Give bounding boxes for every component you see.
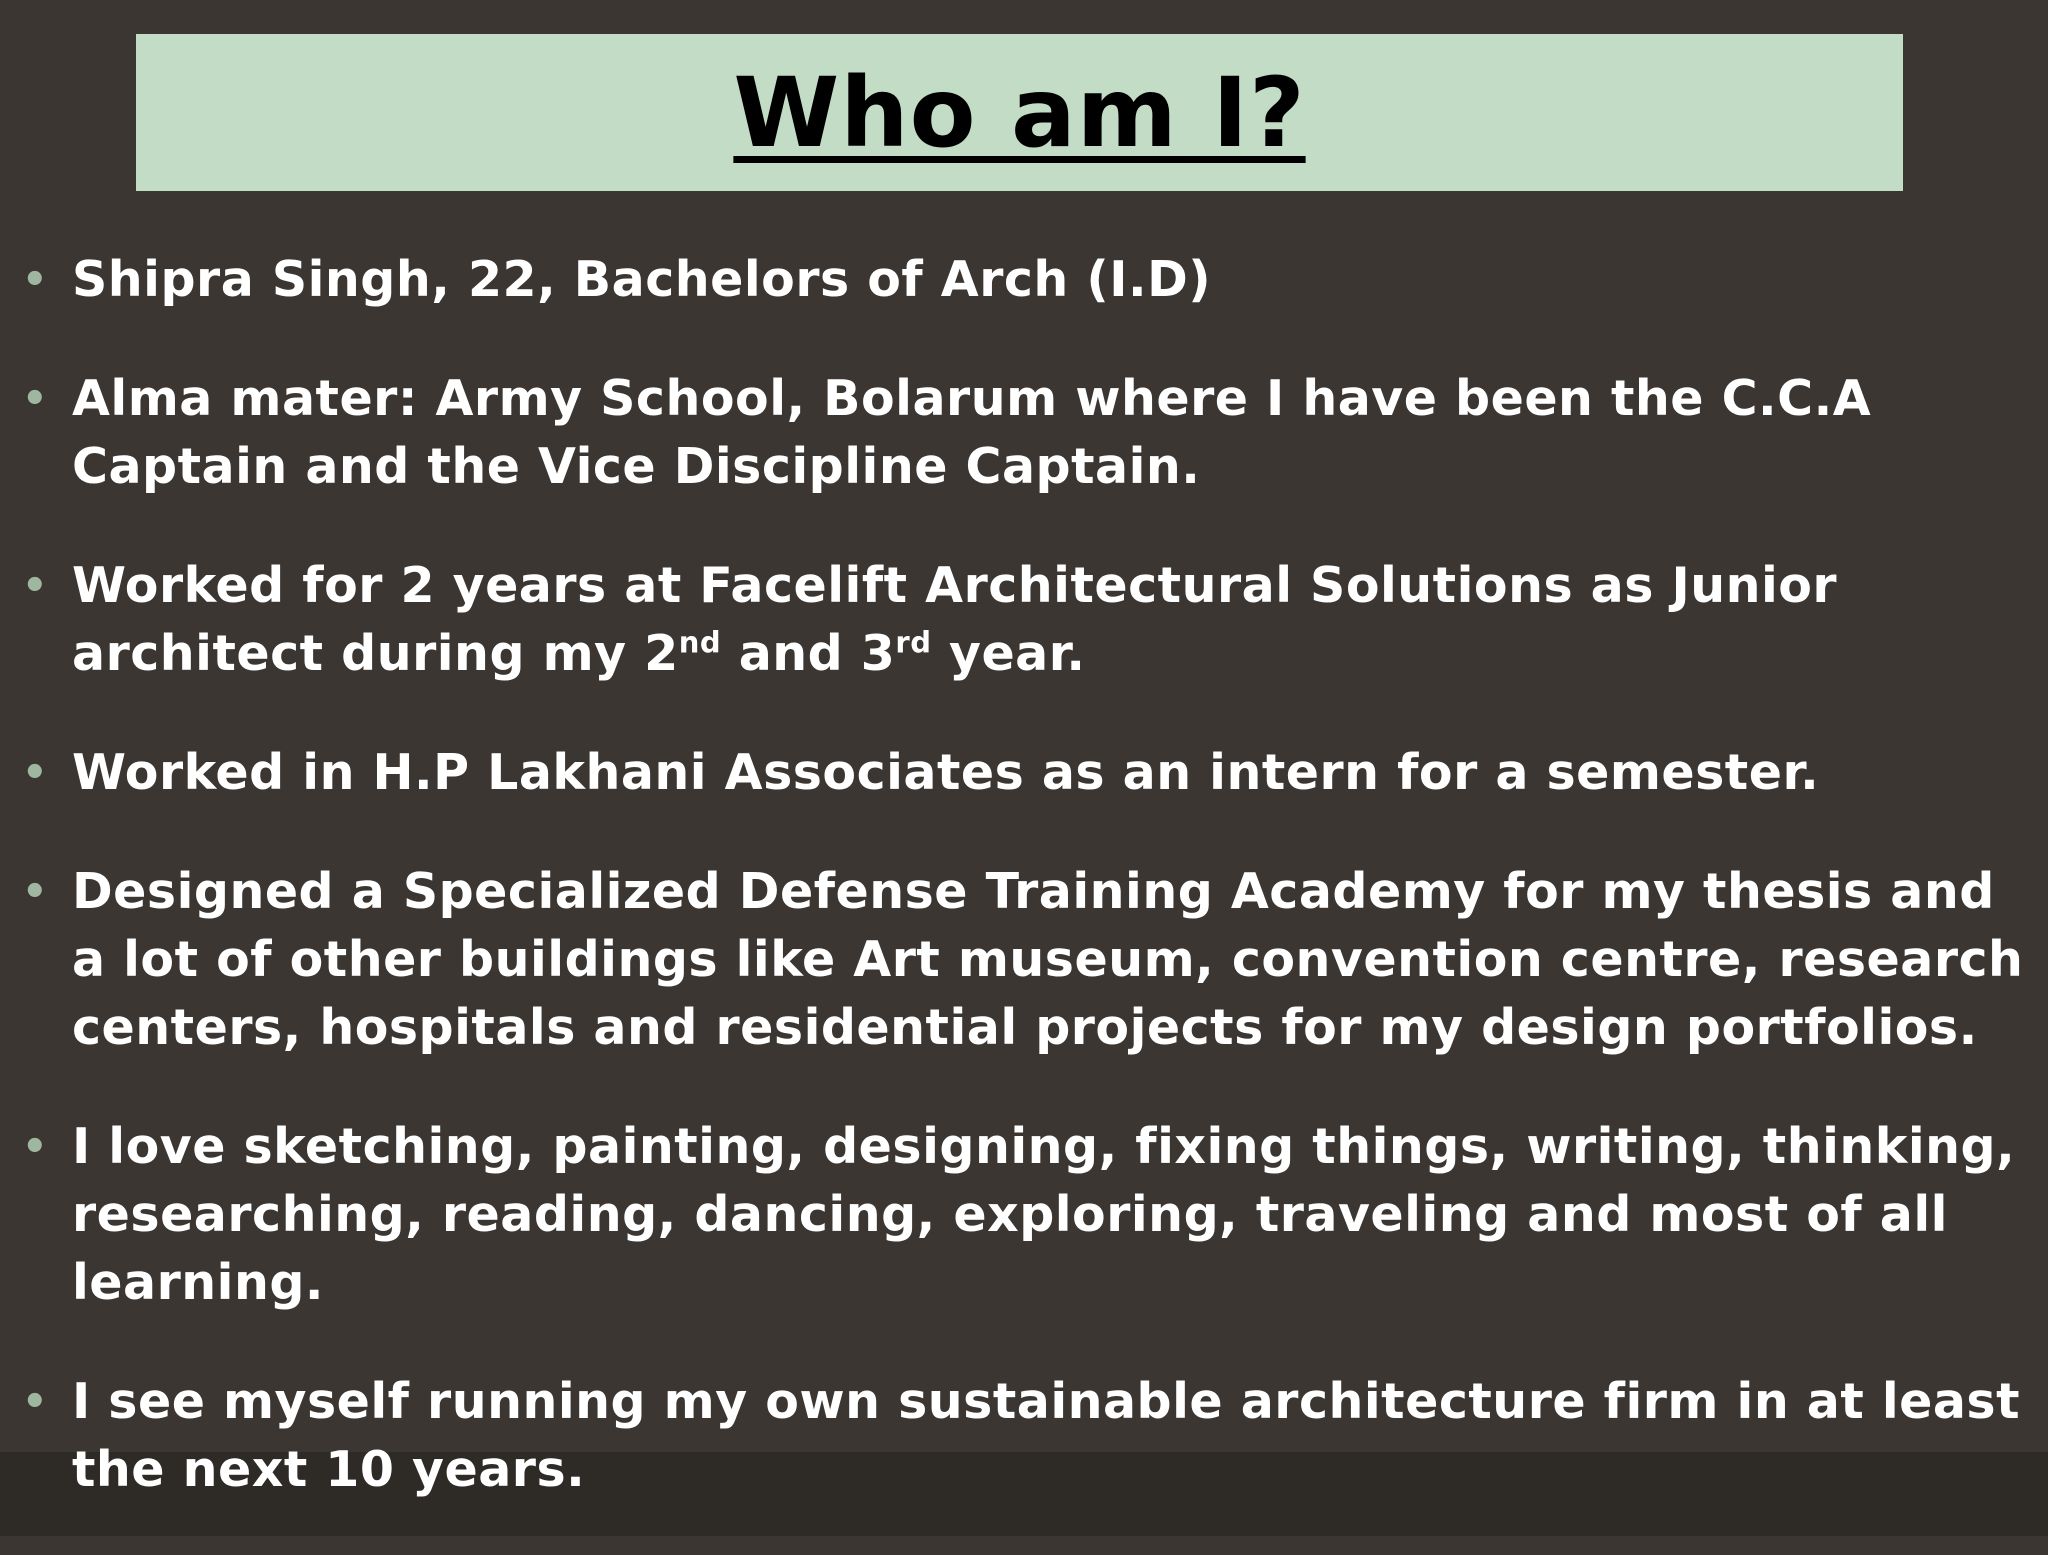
bullet-item-thesis — [0, 858, 2048, 1062]
bullet-text: Shipra Singh, 22, Bachelors of Arch (I.D) — [72, 251, 1212, 308]
bullet-item-intro — [0, 246, 2048, 314]
bullet-list — [0, 246, 2048, 1555]
bullet-text-part: year. — [931, 625, 1086, 682]
bullet-icon: • — [22, 869, 49, 915]
ordinal-suffix: nd — [678, 625, 722, 660]
bullet-item-internship — [0, 739, 2048, 807]
bullet-text — [72, 557, 1837, 682]
bullet-text: Worked in H.P Lakhani Associates as an intern for a semester. — [72, 744, 1820, 801]
bullet-icon: • — [22, 1124, 49, 1170]
bullet-icon: • — [22, 257, 49, 303]
bullet-text-part: Worked for 2 years at Facelift Architectural Solutions as Junior architect during my 2 — [72, 557, 1838, 682]
bullet-item-hobbies — [0, 1113, 2048, 1317]
bullet-item-work-facelift — [0, 552, 2048, 688]
bullet-icon: • — [22, 376, 49, 422]
bullet-item-alma-mater — [0, 365, 2048, 501]
bullet-icon: • — [22, 563, 49, 609]
bullet-icon: • — [22, 1379, 49, 1425]
slide-title: Who am I? — [733, 56, 1306, 169]
bullet-item-goal — [0, 1368, 2048, 1504]
bullet-text-part: and 3 — [721, 625, 896, 682]
bullet-text: Designed a Specialized Defense Training Academy for my thesis and a lot of other buildings like Art museum, convention centre, research centers, hospitals and residential projects for my design portfolios. — [72, 863, 2024, 1056]
bullet-text: I love sketching, painting, designing, fixing things, writing, thinking, researching, reading, dancing, exploring, traveling and most of all learning. — [72, 1118, 2016, 1311]
bullet-text: Alma mater: Army School, Bolarum where I have been the C.C.A Captain and the Vice Discipline Captain. — [72, 370, 1872, 495]
ordinal-suffix: rd — [895, 625, 932, 660]
title-bar — [136, 34, 1903, 191]
bullet-icon: • — [22, 750, 49, 796]
bullet-text: I see myself running my own sustainable architecture firm in at least the next 10 years. — [72, 1373, 2021, 1498]
